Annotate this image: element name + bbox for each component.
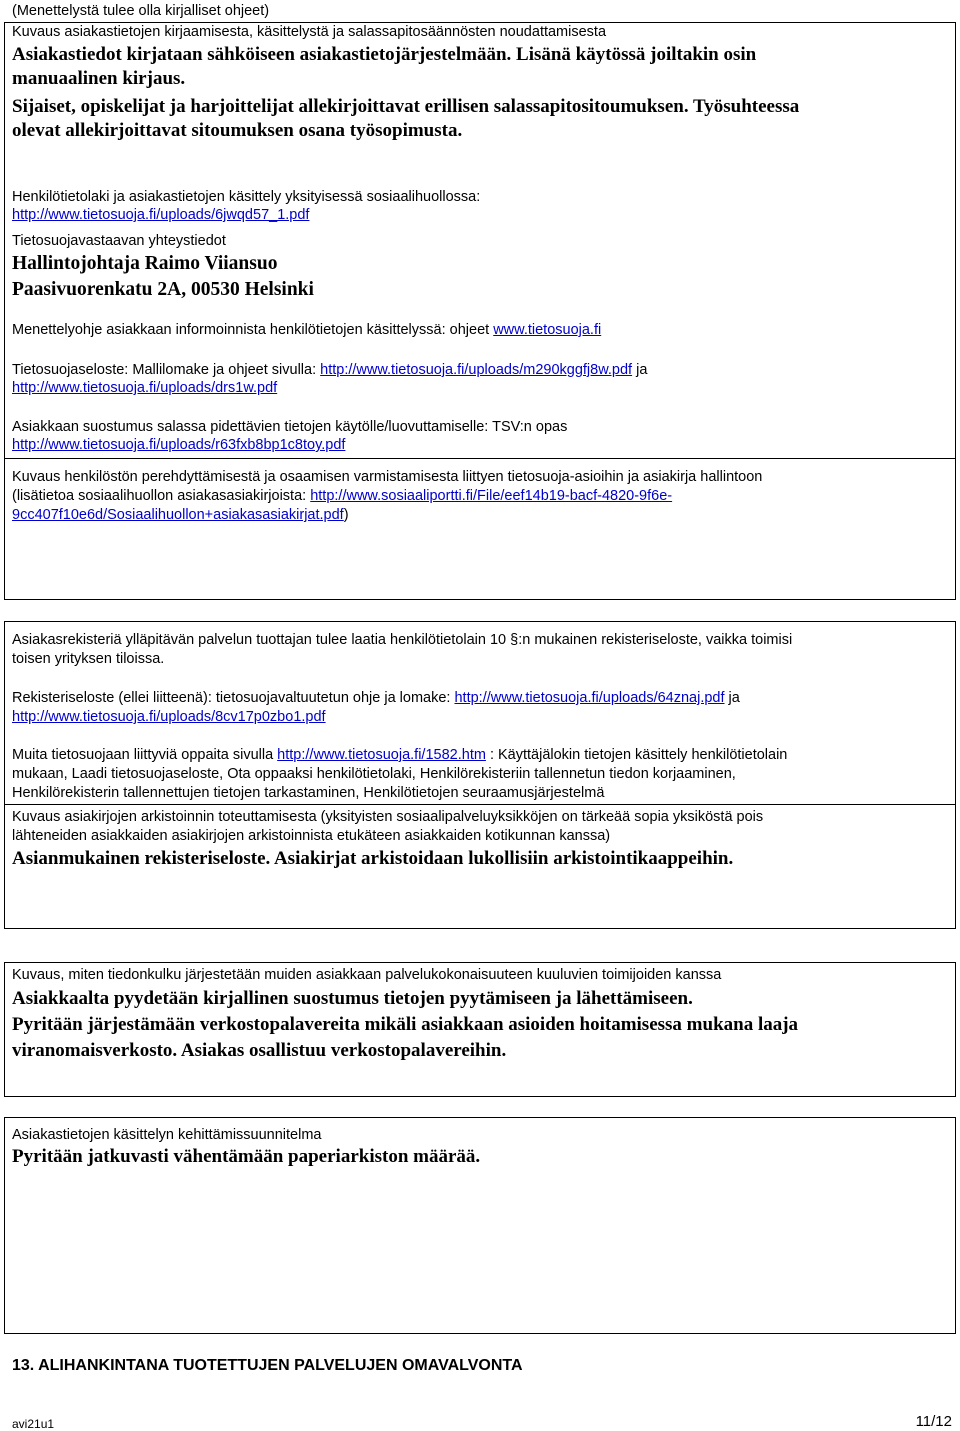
records-heading: Kuvaus asiakastietojen kirjaamisesta, käsittelystä ja salassapitosäännösten noudattamisesta bbox=[12, 24, 607, 40]
info-flow-line2: Pyritään järjestämään verkostopalavereita mikäli asiakkaan asioiden hoitamisessa mukana laaja bbox=[12, 1014, 799, 1035]
footer-code: avi21u1 bbox=[12, 1417, 55, 1431]
training-text: Kuvaus henkilöstön perehdyttämisestä ja osaamisen varmistamisesta liittyen tietosuoja-asioihin ja asiakirja hallintoon bbox=[12, 469, 763, 485]
other-line2: mukaan, Laadi tietosuojaseloste, Ota oppaaksi henkilötietolaki, Henkilörekisteriin tallennetun tiedon korjaaminen, bbox=[12, 766, 736, 782]
info-flow-answer bbox=[12, 986, 952, 1064]
reg-and: ja bbox=[724, 690, 740, 706]
contact-label: Tietosuojavastaavan yhteystiedot bbox=[12, 233, 226, 249]
guide-link[interactable]: www.tietosuoja.fi bbox=[493, 322, 602, 338]
info-flow-heading: Kuvaus, miten tiedonkulku järjestetään muiden asiakkaan palvelukokonaisuuteen kuuluvien toimijoiden kanssa bbox=[12, 967, 722, 983]
consent-text: Asiakkaan suostumus salassa pidettävien tietojen käytölle/luovuttamiselle: TSV:n opas bbox=[12, 419, 568, 435]
contact-address: Paasivuorenkatu 2A, 00530 Helsinki bbox=[12, 279, 314, 300]
archive-answer: Asianmukainen rekisteriseloste. Asiakirjat arkistoidaan lukollisiin arkistointikaappeihin. bbox=[12, 848, 734, 869]
divider bbox=[4, 458, 956, 459]
reg-text: Rekisteriseloste (ellei liitteenä): tietosuojavaltuutetun ohje ja lomake: bbox=[12, 690, 455, 706]
page-number: 11/12 bbox=[915, 1413, 952, 1430]
section-title: 13. ALIHANKINTANA TUOTETTUJEN PALVELUJEN OMAVALVONTA bbox=[12, 1357, 523, 1374]
reg-link-1[interactable]: http://www.tietosuoja.fi/uploads/64znaj.pdf bbox=[454, 690, 725, 706]
reg-line bbox=[12, 689, 740, 707]
training-close: ) bbox=[343, 507, 349, 523]
training-line2 bbox=[12, 487, 672, 505]
dev-plan-heading: Asiakastietojen käsittelyn kehittämissuunnitelma bbox=[12, 1127, 322, 1143]
privacy-and: ja bbox=[632, 362, 648, 378]
contact-name: Hallintojohtaja Raimo Viiansuo bbox=[12, 253, 278, 274]
archive-line2: lähteneiden asiakkaiden asiakirjojen arkistoinnista etukäteen asiakkaiden kotikunnan kanssa) bbox=[12, 828, 611, 844]
other-line3: Henkilörekisterin tallennettujen tietojen tarkastaminen, Henkilötietojen seuraamusjärjestelmä bbox=[12, 785, 605, 801]
other-link[interactable]: http://www.tietosuoja.fi/1582.htm bbox=[277, 747, 486, 763]
records-answer-line4: olevat allekirjoittavat sitoumuksen osana työsopimusta. bbox=[12, 120, 463, 141]
guide-line bbox=[12, 321, 601, 339]
info-flow-line3: viranomaisverkosto. Asiakas osallistuu verkostopalavereihin. bbox=[12, 1040, 507, 1061]
info-flow-line1: Asiakkaalta pyydetään kirjallinen suostumus tietojen pyytämiseen ja lähettämiseen. bbox=[12, 988, 693, 1009]
top-note: (Menettelystä tulee olla kirjalliset ohjeet) bbox=[12, 3, 270, 19]
training-line3 bbox=[12, 506, 349, 524]
records-answer-line2: manuaalinen kirjaus. bbox=[12, 68, 186, 89]
other-line bbox=[12, 746, 787, 764]
other-rest: : Käyttäjälokin tietojen käsittely henkilötietolain bbox=[485, 747, 788, 763]
privacy-link-2[interactable]: http://www.tietosuoja.fi/uploads/drs1w.pdf bbox=[12, 380, 278, 396]
records-answer-line1: Asiakastiedot kirjataan sähköiseen asiakastietojärjestelmään. Lisänä käytössä joiltakin osin bbox=[12, 44, 757, 65]
privacy-line bbox=[12, 361, 647, 379]
archive-line1: Kuvaus asiakirjojen arkistoinnin toteuttamisesta (yksityisten sosiaalipalveluyksikköjen on tärkeää sopia yksiköstä pois bbox=[12, 809, 764, 825]
dev-plan-answer: Pyritään jatkuvasti vähentämään paperiarkiston määrää. bbox=[12, 1146, 481, 1167]
divider bbox=[4, 804, 956, 805]
other-text: Muita tietosuojaan liittyviä oppaita sivulla bbox=[12, 747, 278, 763]
law-link[interactable]: http://www.tietosuoja.fi/uploads/6jwqd57_1.pdf bbox=[12, 207, 310, 223]
reg-link-2[interactable]: http://www.tietosuoja.fi/uploads/8cv17p0zbo1.pdf bbox=[12, 709, 326, 725]
training-link-b[interactable]: 9cc407f10e6d/Sosiaalihuollon+asiakasasiakirjat.pdf bbox=[12, 507, 344, 523]
records-answer-line3: Sijaiset, opiskelijat ja harjoittelijat allekirjoittavat erillisen salassapitositoumuksen. Työsuhteessa bbox=[12, 96, 800, 117]
register-line2: toisen yrityksen tiloissa. bbox=[12, 651, 165, 667]
privacy-link-1[interactable]: http://www.tietosuoja.fi/uploads/m290kggfj8w.pdf bbox=[320, 362, 633, 378]
training-text-2: (lisätietoa sosiaalihuollon asiakasasiakirjoista: bbox=[12, 488, 311, 504]
guide-text: Menettelyohje asiakkaan informoinnista henkilötietojen käsittelyssä: ohjeet bbox=[12, 322, 494, 338]
consent-link[interactable]: http://www.tietosuoja.fi/uploads/r63fxb8bp1c8toy.pdf bbox=[12, 437, 346, 453]
register-line1: Asiakasrekisteriä ylläpitävän palvelun tuottajan tulee laatia henkilötietolain 10 §:n mukainen rekisteriseloste, vaikka toimisi bbox=[12, 632, 793, 648]
privacy-text: Tietosuojaseloste: Mallilomake ja ohjeet sivulla: bbox=[12, 362, 321, 378]
law-text: Henkilötietolaki ja asiakastietojen käsittely yksityisessä sosiaalihuollossa: bbox=[12, 189, 481, 205]
training-link-a[interactable]: http://www.sosiaaliportti.fi/File/eef14b19-bacf-4820-9f6e- bbox=[310, 488, 673, 504]
records-answer bbox=[12, 43, 952, 143]
